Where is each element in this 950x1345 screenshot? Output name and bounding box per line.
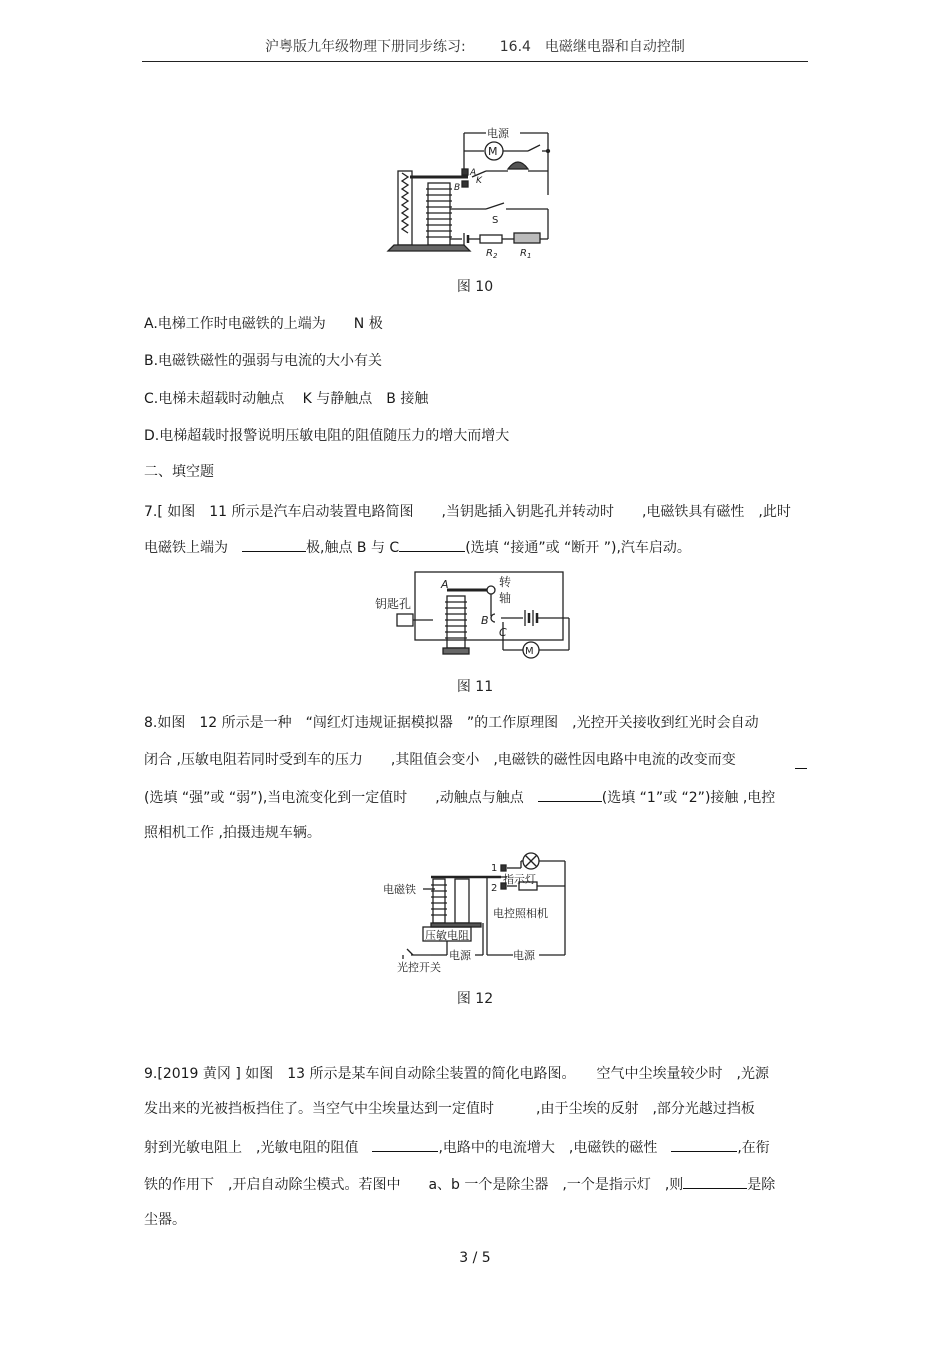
q9-line-4: [144, 1174, 814, 1195]
fig12-contact-2-label: 2: [491, 883, 498, 894]
figure-11-caption: 图 11: [456, 679, 494, 695]
q8-text-3b: (选填 “1”或 “2”)接触 ,电控: [601, 790, 776, 806]
header-title: 沪粤版九年级物理下册同步练习:: [265, 39, 466, 55]
q8-text-2: 闭合 ,压敏电阻若同时受到车的压力 ,其阻值会变小 ,电磁铁的磁性因电路中电流的改变而变: [144, 752, 736, 768]
fig12-power-left-label: 电源: [449, 949, 471, 962]
section-title-fill-blank: 二、填空题: [144, 464, 214, 480]
q8-line-3: [144, 787, 814, 808]
q8-text-3a: (选填 “强”或 “弱”),当电流变化到一定值时 ,动触点与触点: [144, 790, 538, 806]
page-number: 3 / 5: [459, 1250, 491, 1266]
fig12-camera-label: 电控照相机: [493, 907, 548, 920]
q8-blank-2: [538, 787, 602, 802]
q7-text-b: 极,触点 B 与 C: [306, 540, 400, 556]
q9-blank-1: [372, 1137, 438, 1152]
fig10-label-k: K: [476, 176, 482, 186]
fig11-shaft-label-1: 转: [499, 575, 512, 589]
fig10-r2-label: [486, 248, 498, 260]
fig12-indicator-label: 指示灯: [503, 873, 536, 886]
fig12-light-switch-label: 光控开关: [397, 961, 441, 974]
fig10-motor-label: M: [488, 145, 498, 158]
fig11-shaft-label-2: 轴: [499, 591, 512, 605]
header-section: 16.4 电磁继电器和自动控制: [499, 39, 685, 55]
fig12-power-right-label: 电源: [513, 949, 535, 962]
fig10-label-b: B: [454, 183, 461, 193]
q9-text-4a: 铁的作用下 ,开启自动除尘模式。若图中 a、b 一个是除尘器 ,一个是指示灯 ,则: [144, 1177, 684, 1193]
option-c: C.电梯未超载时动触点 K 与静触点 B 接触: [144, 391, 429, 407]
figure-10-elevator-circuit: [380, 125, 560, 260]
figure-12-caption: 图 12: [456, 991, 494, 1007]
fig10-r2-subscript: 2: [492, 252, 498, 260]
figure-11-car-start-circuit: [373, 566, 573, 666]
fig10-r2-symbol: R: [486, 248, 493, 259]
q9-blank-2: [671, 1137, 737, 1152]
q8-line-1: 8.如图 12 所示是一种 “闯红灯违规证据模拟器 ”的工作原理图 ,光控开关接收到红光时会自动: [144, 715, 759, 731]
fig10-switch-s-label: S: [492, 215, 499, 226]
fig12-electromagnet-label: 电磁铁: [383, 883, 416, 896]
fig10-r1-subscript: 1: [526, 252, 532, 260]
q7-blank-1: [242, 537, 306, 552]
fig10-power-label: 电源: [487, 127, 509, 140]
q7-blank-2: [399, 537, 465, 552]
q7-line-1: 7.[ 如图 11 所示是汽车启动装置电路简图 ,当钥匙插入钥匙孔并转动时 ,电磁铁具有磁性 ,此时: [144, 504, 791, 520]
header-rule: [142, 61, 808, 62]
fig11-keyhole-label: 钥匙孔: [375, 597, 412, 611]
fig12-contact-1-label: 1: [491, 863, 498, 874]
page-header: [142, 36, 808, 56]
q9-text-3b: ,电路中的电流增大 ,电磁铁的磁性: [438, 1140, 672, 1156]
fig11-motor-label: M: [525, 646, 534, 657]
fig11-label-b: B: [481, 614, 489, 627]
figure-12-red-light-circuit: [383, 851, 568, 976]
q8-line-2: [144, 750, 814, 770]
q9-line-2: 发出来的光被挡板挡住了。当空气中尘埃量达到一定值时 ,由于尘埃的反射 ,部分光越过挡板: [144, 1101, 755, 1117]
fig10-r1-symbol: R: [520, 248, 527, 259]
fig10-label-a: A: [470, 168, 477, 178]
q9-line-5: 尘器。: [144, 1212, 186, 1228]
q9-line-3: [144, 1137, 814, 1158]
q9-text-4b: 是除: [747, 1177, 776, 1193]
fig10-r1-label: [520, 248, 531, 260]
fig11-label-a: A: [441, 578, 449, 591]
q8-blank-1: [795, 754, 807, 769]
option-d: D.电梯超载时报警说明压敏电阻的阻值随压力的增大而增大: [144, 428, 510, 444]
q7-line-2: [144, 537, 814, 558]
q9-blank-3: [683, 1174, 747, 1189]
fig12-pressure-label: 压敏电阻: [425, 929, 469, 942]
figure-10-caption: 图 10: [456, 279, 494, 295]
q9-text-3a: 射到光敏电阻上 ,光敏电阻的阻值: [144, 1140, 373, 1156]
q9-line-1: 9.[2019 黄冈 ] 如图 13 所示是某车间自动除尘装置的简化电路图。 空气中尘埃量较少时 ,光源: [144, 1066, 769, 1082]
option-b: B.电磁铁磁性的强弱与电流的大小有关: [144, 353, 383, 369]
q7-text-a: 电磁铁上端为: [144, 540, 242, 556]
q7-text-c: (选填 “接通”或 “断开 ”),汽车启动。: [465, 540, 691, 556]
fig11-label-c: C: [499, 626, 507, 639]
q9-text-3c: ,在衔: [737, 1140, 770, 1156]
option-a: A.电梯工作时电磁铁的上端为 N 极: [144, 316, 383, 332]
q8-line-4: 照相机工作 ,拍摄违规车辆。: [144, 825, 321, 841]
